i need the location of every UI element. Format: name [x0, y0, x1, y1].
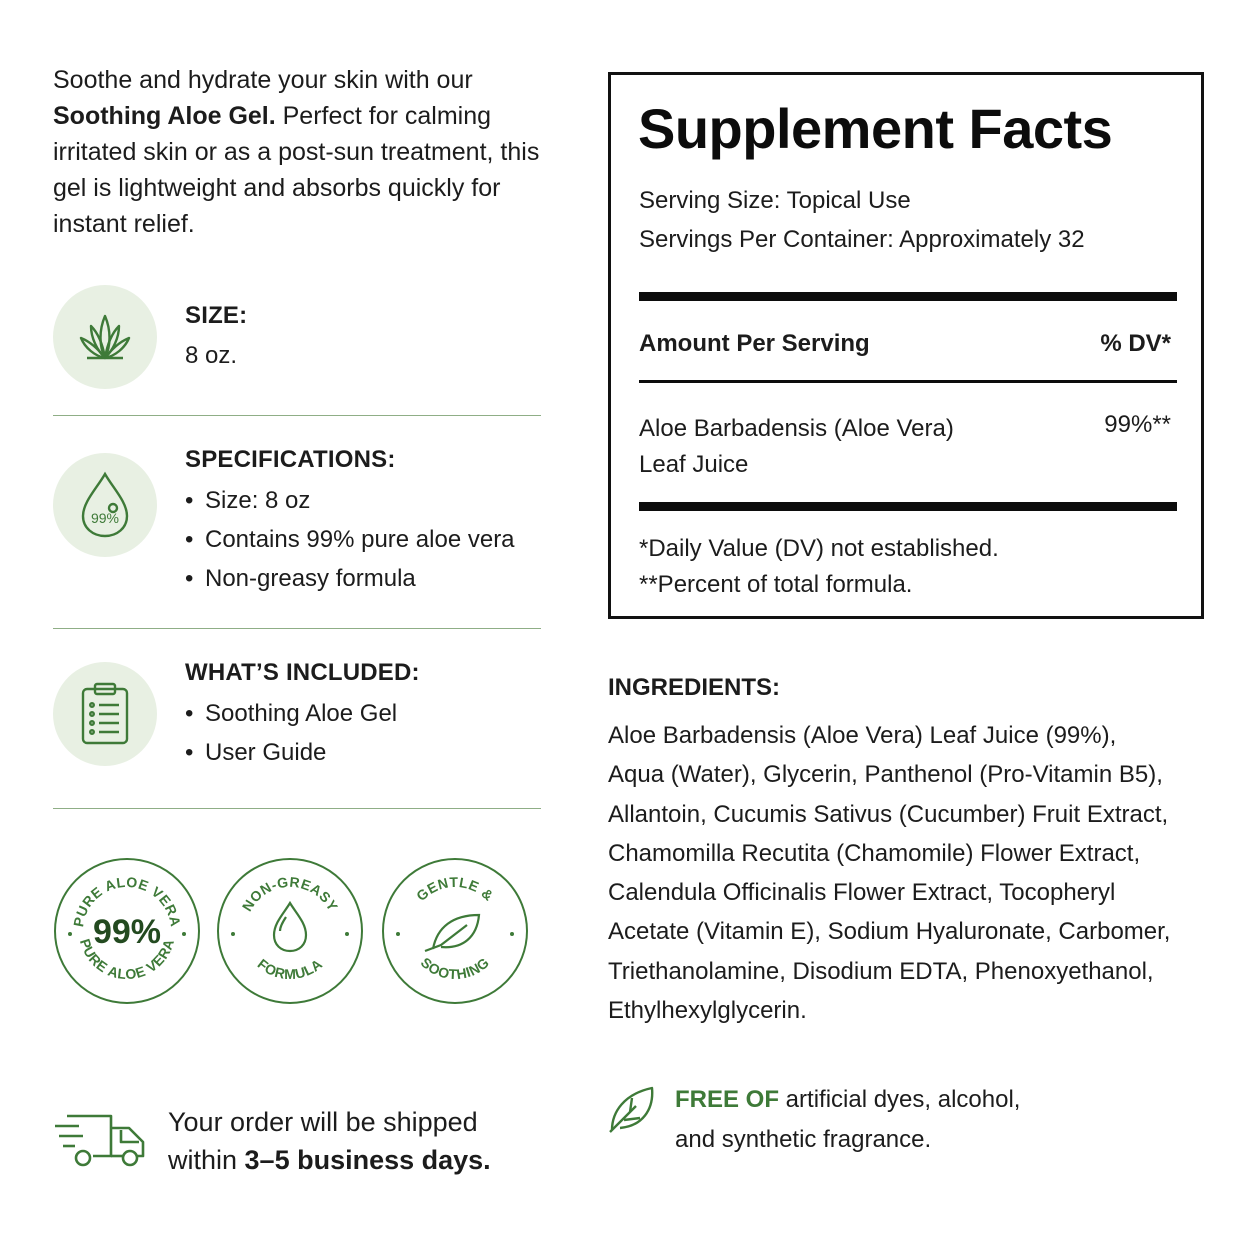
intro-paragraph [53, 62, 553, 242]
badge-center-text: 99% [92, 913, 162, 951]
intro-text-1: Soothe and hydrate your skin with our [53, 66, 473, 94]
ingredients-line: Allantoin, Cucumis Sativus (Cucumber) Fruit Extract, [608, 800, 1169, 828]
ingredients-line: Aloe Barbadensis (Aloe Vera) Leaf Juice (99%), [608, 722, 1117, 749]
droplet-percent-icon [53, 453, 157, 557]
badge-top-text: GENTLE & [413, 873, 497, 905]
divider [53, 808, 541, 809]
badge-bottom-text: PURE ALOE VERA [76, 936, 178, 983]
badge-bottom-text: SOOTHING [417, 954, 493, 983]
footnote-dv: *Daily Value (DV) not established. [639, 535, 999, 562]
list-item: • Contains 99% pure aloe vera [185, 520, 515, 559]
specifications-list [185, 481, 515, 598]
list-item: • Size: 8 oz [185, 481, 515, 520]
ingredients-line: Chamomilla Recutita (Chamomile) Flower Extract, [608, 839, 1141, 867]
free-of-label: FREE OF [675, 1086, 780, 1113]
divider [53, 415, 541, 416]
free-of-line-2: and synthetic fragrance. [675, 1126, 932, 1153]
ingredient-dv: 99%** [1104, 411, 1171, 438]
ingredients-line: Aqua (Water), Glycerin, Panthenol (Pro-Vitamin B5), [608, 761, 1163, 789]
size-title: SIZE: [185, 302, 248, 329]
shipping-line-2-pre: within [168, 1145, 245, 1175]
gentle-soothing-badge [381, 857, 529, 1005]
droplet-percent-label: 99% [90, 510, 120, 526]
shipping-note [168, 1103, 491, 1179]
amount-per-serving-header: Amount Per Serving [639, 330, 870, 357]
divider [53, 628, 541, 629]
badge-top-text: NON-GREASY [238, 873, 342, 914]
svg-text:GENTLE & [413, 874, 497, 904]
leaves-icon [606, 1084, 658, 1136]
servings-per-container: Servings Per Container: Approximately 32 [639, 226, 1085, 253]
droplet-icon [274, 903, 306, 951]
size-value: 8 oz. [185, 342, 238, 369]
free-of-text: artificial dyes, alcohol, [779, 1086, 1021, 1113]
list-item: • User Guide [185, 733, 397, 772]
thick-rule [639, 292, 1177, 301]
ingredient-row [639, 411, 954, 483]
included-list [185, 694, 397, 772]
clipboard-icon [53, 662, 157, 766]
specifications-title: SPECIFICATIONS: [185, 446, 396, 473]
non-greasy-badge [216, 857, 364, 1005]
supplement-facts-title: Supplement Facts [638, 97, 1113, 160]
ingredients-line: Acetate (Vitamin E), Sodium Hyaluronate, Carbomer, [608, 918, 1171, 946]
shipping-days: 3–5 business days. [244, 1145, 491, 1175]
badge-bottom-text: FORMULA [254, 955, 326, 983]
ingredient-name-line-2: Leaf Juice [639, 451, 749, 478]
badge-top-text: PURE ALOE VERA [70, 873, 184, 929]
svg-text:NON-GREASY [239, 874, 342, 914]
ingredients-title: INGREDIENTS: [608, 674, 781, 701]
footnote-percent: **Percent of total formula. [639, 571, 913, 598]
ingredients-line: Triethanolamine, Disodium EDTA, Phenoxyethanol, [608, 957, 1154, 985]
serving-size: Serving Size: Topical Use [639, 187, 911, 214]
ingredients-line: Calendula Officinalis Flower Extract, Tocopheryl [608, 879, 1116, 907]
svg-text:FORMULA [255, 955, 326, 982]
dv-header: % DV* [1100, 330, 1171, 357]
list-item: • Soothing Aloe Gel [185, 694, 397, 733]
free-of-note [675, 1080, 1095, 1160]
thin-rule [639, 380, 1177, 383]
included-title: WHAT’S INCLUDED: [185, 659, 420, 686]
svg-text:SOOTHING [418, 954, 493, 982]
ingredients-line: Ethylhexylglycerin. [608, 997, 807, 1025]
delivery-truck-icon [53, 1108, 149, 1172]
thick-rule [639, 502, 1177, 511]
intro-text-2: Perfect for calming irritated skin or as a post-sun treatment, this gel is lightweight and absorbs quickly for instant relief. [53, 102, 540, 238]
ingredient-name-line-1: Aloe Barbadensis (Aloe Vera) [639, 415, 954, 442]
shipping-line-1: Your order will be shipped [168, 1107, 478, 1137]
intro-product-name: Soothing Aloe Gel. [53, 102, 276, 130]
ingredients-list [608, 716, 1208, 1030]
aloe-plant-icon [53, 285, 157, 389]
pure-aloe-badge [53, 857, 201, 1005]
list-item: • Non-greasy formula [185, 559, 515, 598]
leaf-icon [425, 915, 479, 951]
